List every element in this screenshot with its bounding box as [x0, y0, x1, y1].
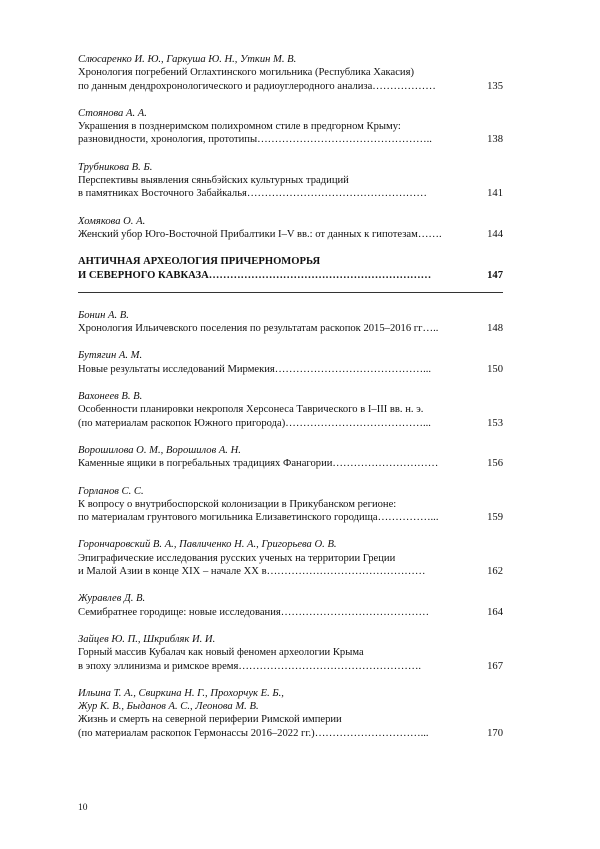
- contents-list-bottom: [78, 309, 503, 740]
- entry-page-number: 150: [487, 363, 503, 375]
- section-page-number: 147: [487, 269, 503, 281]
- entry-title-last-line: по материалам грунтового могильника Елизаветинского городища……………...: [78, 512, 439, 524]
- entry-title-line: Хронология погребений Оглахтинского могильника (Республика Хакасия): [78, 67, 415, 79]
- entry-authors: Слюсаренко И. Ю., Гаркуша Ю. Н., Уткин М. В.: [78, 54, 297, 65]
- entry-page-number: 135: [487, 80, 503, 92]
- contents-entry: [78, 53, 503, 93]
- entry-title-line: Эпиграфические исследования русских ученых на территории Греции: [78, 552, 396, 564]
- entry-authors: Хомякова О. А.: [78, 215, 146, 227]
- entry-authors: Горончаровский В. А., Павличенко Н. А., Григорьева О. В.: [78, 539, 337, 551]
- contents-entry: [78, 161, 503, 201]
- entry-title-last-line: (по материалам раскопок Гермонассы 2016–2022 гг.)…………………………...: [78, 727, 429, 739]
- entry-page-number: 159: [487, 512, 503, 524]
- entry-title-last-line: Хронология Ильичевского поселения по результатам раскопок 2015–2016 гг…..: [78, 323, 439, 335]
- contents-entry: [78, 687, 503, 740]
- contents-entry: [78, 349, 503, 376]
- entry-title-last-line: в эпоху эллинизма и римское время…………………………………………….: [78, 660, 422, 672]
- entry-authors: Трубникова В. Б.: [78, 161, 153, 173]
- entry-page-number: 138: [487, 134, 503, 146]
- entry-title-last-line: (по материалам раскопок Южного пригорода)…………………………………...: [78, 417, 431, 429]
- page-number: 10: [78, 803, 88, 813]
- section-title-line-2: И СЕВЕРНОГО КАВКАЗА………………………………………………………: [78, 269, 432, 281]
- entry-title-line: К вопросу о внутрибоспорской колонизации в Прикубанском регионе:: [78, 498, 397, 510]
- entry-title-last-line: Каменные ящики в погребальных традициях Фанагории…………………………: [78, 458, 439, 470]
- contents-entry: [78, 390, 503, 430]
- entry-authors: Журавлев Д. В.: [78, 593, 146, 605]
- entry-title-last-line: Семибратнее городище: новые исследования……………………………………: [78, 606, 430, 618]
- entry-page-number: 167: [487, 660, 503, 672]
- entry-page-number: 164: [487, 606, 503, 618]
- entry-page-number: 141: [487, 188, 503, 200]
- entry-title-line: Перспективы выявления сяньбэйских культурных традиций: [78, 175, 349, 187]
- entry-authors: Бутягин А. М.: [78, 350, 143, 362]
- entry-title-last-line: и Малой Азии в конце XIX – начале XX в………………………………………: [78, 566, 426, 578]
- entry-authors: Бонин А. В.: [78, 309, 129, 321]
- entry-authors: Зайцев Ю. П., Шкрибляк И. И.: [78, 633, 216, 645]
- entry-title-last-line: Женский убор Юго-Восточной Прибалтики I–V вв.: от данных к гипотезам…….: [78, 228, 442, 240]
- table-of-contents: [78, 53, 503, 754]
- entry-page-number: 162: [487, 566, 503, 578]
- entry-authors: Ворошилова О. М., Ворошилов А. Н.: [78, 444, 241, 456]
- entry-authors: Горланов С. С.: [78, 485, 144, 497]
- entry-authors: Вахонеев В. В.: [78, 391, 143, 403]
- entry-page-number: 170: [487, 727, 503, 739]
- entry-authors: Ильина Т. А., Свиркина Н. Г., Прохорчук Е. Б.,: [78, 687, 284, 699]
- entry-page-number: 144: [487, 228, 503, 240]
- entry-page-number: 148: [487, 323, 503, 335]
- contents-entry: [78, 592, 503, 619]
- entry-title-last-line: по данным дендрохронологического и радиоуглеродного анализа………………: [78, 80, 436, 92]
- entry-title-line: Жизнь и смерть на северной периферии Римской империи: [78, 714, 342, 726]
- section-heading: [78, 255, 503, 293]
- contents-entry: [78, 215, 503, 242]
- entry-title-line: Особенности планировки некрополя Херсонеса Таврического в I–III вв. н. э.: [78, 404, 424, 416]
- contents-entry: [78, 309, 503, 336]
- entry-title-line: Украшения в позднеримском полихромном стиле в предгорном Крыму:: [78, 121, 401, 133]
- entry-page-number: 156: [487, 458, 503, 470]
- section-title-line-1: АНТИЧНАЯ АРХЕОЛОГИЯ ПРИЧЕРНОМОРЬЯ: [78, 256, 321, 268]
- entry-title-last-line: Новые результаты исследований Мирмекия……………………………………...: [78, 363, 432, 375]
- contents-entry: [78, 107, 503, 147]
- contents-entry: [78, 538, 503, 578]
- entry-authors-continued: Жур К. В., Быданов А. С., Леонова М. В.: [78, 701, 259, 713]
- section-rule: [78, 292, 503, 293]
- contents-entry: [78, 633, 503, 673]
- contents-entry: [78, 485, 503, 525]
- entry-title-last-line: разновидности, хронология, прототипы…………………………………………..: [78, 134, 432, 146]
- entry-title-line: Горный массив Кубалач как новый феномен археологии Крыма: [78, 647, 364, 659]
- contents-entry: [78, 444, 503, 471]
- entry-title-last-line: в памятниках Восточного Забайкалья……………………………………………: [78, 188, 427, 200]
- contents-list-top: [78, 53, 503, 241]
- entry-authors: Стоянова А. А.: [78, 107, 147, 119]
- entry-page-number: 153: [487, 417, 503, 429]
